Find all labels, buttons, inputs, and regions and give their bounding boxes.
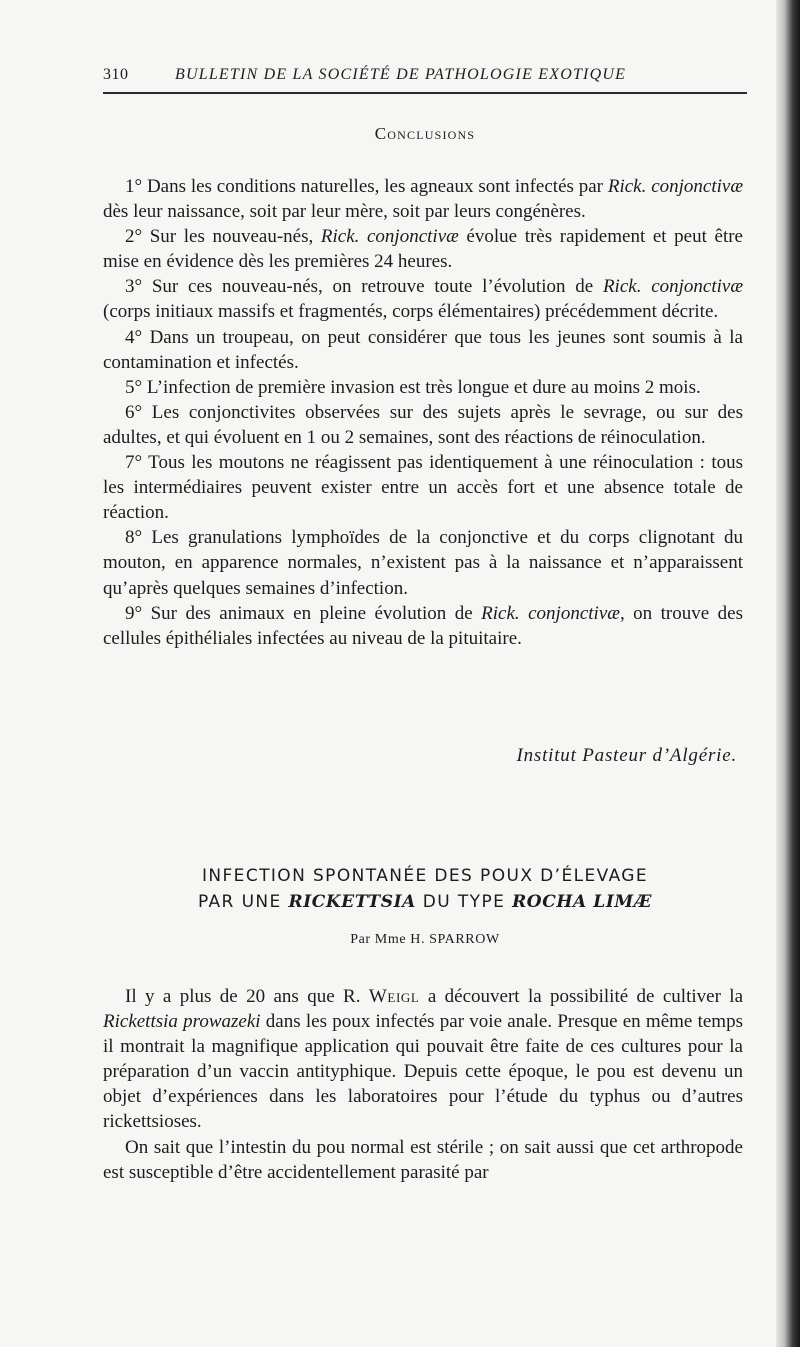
author-line: Par Mme H. SPARROW bbox=[350, 932, 500, 947]
genus-name: RICKETTSIA bbox=[288, 892, 416, 912]
article-paragraph: On sait que l’intestin du pou normal est stérile ; on sait aussi que cet arthropode est susceptible d’être accidentellement parasité par bbox=[103, 1136, 743, 1183]
conclusion-item: 3° Sur ces nouveau-nés, on retrouve toute l’évolution de Rick. conjonctivæ (corps initiaux massifs et fragmentés, corps élémentaires) précédemment décrite. bbox=[103, 276, 744, 323]
conclusion-item: 1° Dans les conditions naturelles, les agneaux sont infectés par Rick. conjonctivæ dès leur naissance, soit par leur mère, soit par leurs congénères. bbox=[103, 176, 744, 223]
page-binding-edge bbox=[776, 0, 800, 1347]
conclusion-item: 4° Dans un troupeau, on peut considérer que tous les jeunes sont soumis à la contamination et infectés. bbox=[103, 326, 743, 373]
species-name: ROCHA LIMÆ bbox=[512, 892, 653, 912]
institution-signature: Institut Pasteur d’Algérie. bbox=[516, 745, 737, 766]
conclusion-item: 6° Les conjonctivites observées sur des sujets après le sevrage, ou sur des adultes, et qui évoluent en 1 ou 2 semaines, sont des réactions de réinoculation. bbox=[103, 401, 743, 448]
conclusion-item: 8° Les granulations lymphoïdes de la conjonctive et du corps clignotant du mouton, en apparence normales, n’existent pas à la naissance et n’apparaissent qu’après quelques semaines d’infection. bbox=[103, 527, 743, 599]
conclusion-item: 5° L’infection de première invasion est très longue et dure au moins 2 mois. bbox=[125, 376, 701, 398]
conclusions-list bbox=[103, 174, 743, 651]
author-name-weigl: Weigl bbox=[368, 986, 420, 1007]
conclusions-heading: Conclusions bbox=[374, 124, 476, 143]
journal-title: BULLETIN DE LA SOCIÉTÉ DE PATHOLOGIE EXOTIQUE bbox=[175, 66, 627, 83]
article-body bbox=[103, 984, 743, 1185]
conclusion-item: 9° Sur des animaux en pleine évolution de Rick. conjonctivæ, on trouve des cellules épithéliales infectées au niveau de la pituitaire. bbox=[103, 602, 743, 649]
article-title-line-1: INFECTION SPONTANÉE DES POUX D’ÉLEVAGE bbox=[201, 866, 649, 886]
conclusion-item: 7° Tous les moutons ne réagissent pas identiquement à une réinoculation : tous les intermédiaires peuvent exister entre un accès fort et une absence totale de réaction. bbox=[103, 452, 743, 524]
article-title-line-2: PAR UNE RICKETTSIA DU TYPE ROCHA LIMÆ bbox=[197, 892, 653, 912]
article-paragraph: Il y a plus de 20 ans que R. Weigl a découvert la possibilité de cultiver la Rickettsia prowazeki dans les poux infectés par voie anale. Presque en même temps il montrait la magnifique application qui pouvait être faite de ces cultures pour la préparation d’un vaccin antityphique. Depuis cette époque, le pou est devenu un objet d’expériences dans les laboratoires pour l’étude du typhus ou d’autres rickettsioses. bbox=[103, 986, 744, 1133]
page-number: 310 bbox=[103, 66, 129, 83]
running-head bbox=[103, 64, 747, 86]
conclusion-item: 2° Sur les nouveau-nés, Rick. conjonctivæ évolue très rapidement et peut être mise en évidence dès les premières 24 heures. bbox=[103, 226, 743, 273]
header-rule bbox=[103, 92, 747, 94]
